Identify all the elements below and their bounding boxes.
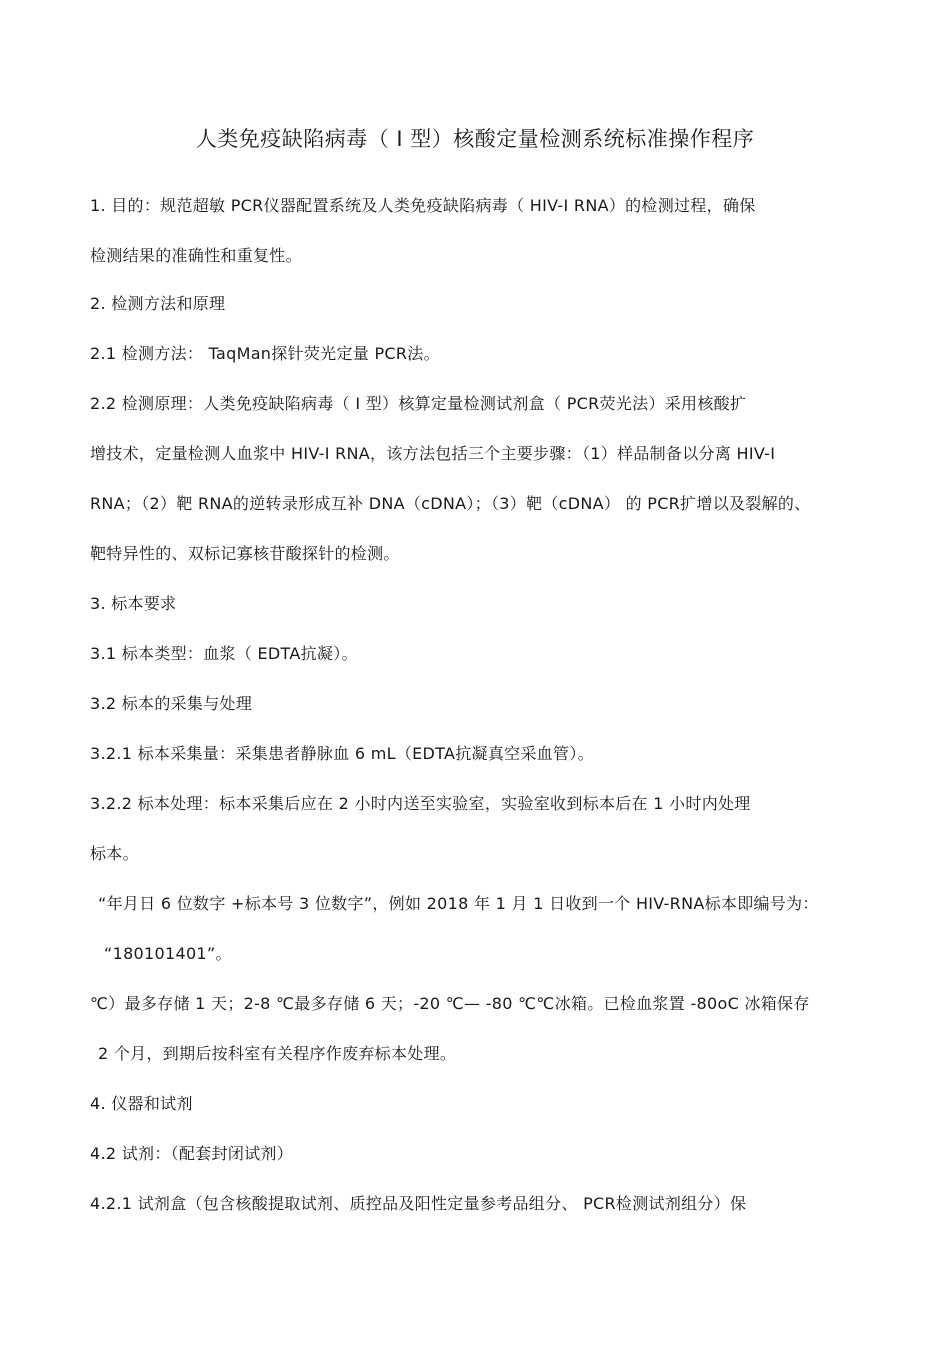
paragraph-line-2-2c: RNA；（2）靶 RNA的逆转录形成互补 DNA（cDNA）；（3）靶（cDNA） 的 PCR扩增以及裂解的、 <box>90 494 811 513</box>
paragraph-line-storage-a: ℃）最多存储 1 天；2-8 ℃最多存储 6 天；-20 ℃— -80 ℃℃冰箱。已检血浆置 -80oC 冰箱保存 <box>90 994 810 1013</box>
paragraph-line-2-2b: 增技术，定量检测人血浆中 HIV-I RNA，该方法包括三个主要步骤：（1）样品制备以分离 HIV-I <box>90 444 776 463</box>
section-heading-4: 4. 仪器和试剂 <box>90 1094 193 1113</box>
paragraph-line-2-1: 2.1 检测方法： TaqMan探针荧光定量 PCR法。 <box>90 344 440 363</box>
paragraph-line-numbering-b: “180101401”。 <box>104 944 232 963</box>
paragraph-line-2-2a: 2.2 检测原理：人类免疫缺陷病毒（ I 型）核算定量检测试剂盒（ PCR荧光法）采用核酸扩 <box>90 394 747 413</box>
paragraph-line-storage-b: 2 个月，到期后按科室有关程序作废弃标本处理。 <box>98 1044 457 1063</box>
paragraph-line-1: 1. 目的：规范超敏 PCR仪器配置系统及人类免疫缺陷病毒（ HIV-I RNA）的检测过程，确保 <box>90 196 756 215</box>
paragraph-line-3-2-2b: 标本。 <box>90 844 139 863</box>
paragraph-line-3-2-2a: 3.2.2 标本处理：标本采集后应在 2 小时内送至实验室，实验室收到标本后在 1 小时内处理 <box>90 794 751 813</box>
paragraph-line-3-1: 3.1 标本类型：血浆（ EDTA抗凝）。 <box>90 644 358 663</box>
paragraph-line-2-2d: 靶特异性的、双标记寡核苷酸探针的检测。 <box>90 544 400 563</box>
paragraph-line-2: 检测结果的准确性和重复性。 <box>90 246 302 265</box>
section-heading-3: 3. 标本要求 <box>90 594 177 613</box>
paragraph-line-numbering-a: “年月日 6 位数字 +标本号 3 位数字”，例如 2018 年 1 月 1 日收到一个 HIV-RNA标本即编号为： <box>98 894 819 913</box>
paragraph-line-4-2: 4.2 试剂：（配套封闭试剂） <box>90 1144 294 1163</box>
document-title: 人类免疫缺陷病毒（ Ⅰ 型）核酸定量检测系统标准操作程序 <box>195 127 755 151</box>
section-heading-2: 2. 检测方法和原理 <box>90 294 226 313</box>
paragraph-line-4-2-1: 4.2.1 试剂盒（包含核酸提取试剂、质控品及阳性定量参考品组分、 PCR检测试剂组分）保 <box>90 1194 747 1213</box>
paragraph-line-3-2: 3.2 标本的采集与处理 <box>90 694 253 713</box>
paragraph-line-3-2-1: 3.2.1 标本采集量：采集患者静脉血 6 mL（EDTA抗凝真空采血管）。 <box>90 744 594 763</box>
